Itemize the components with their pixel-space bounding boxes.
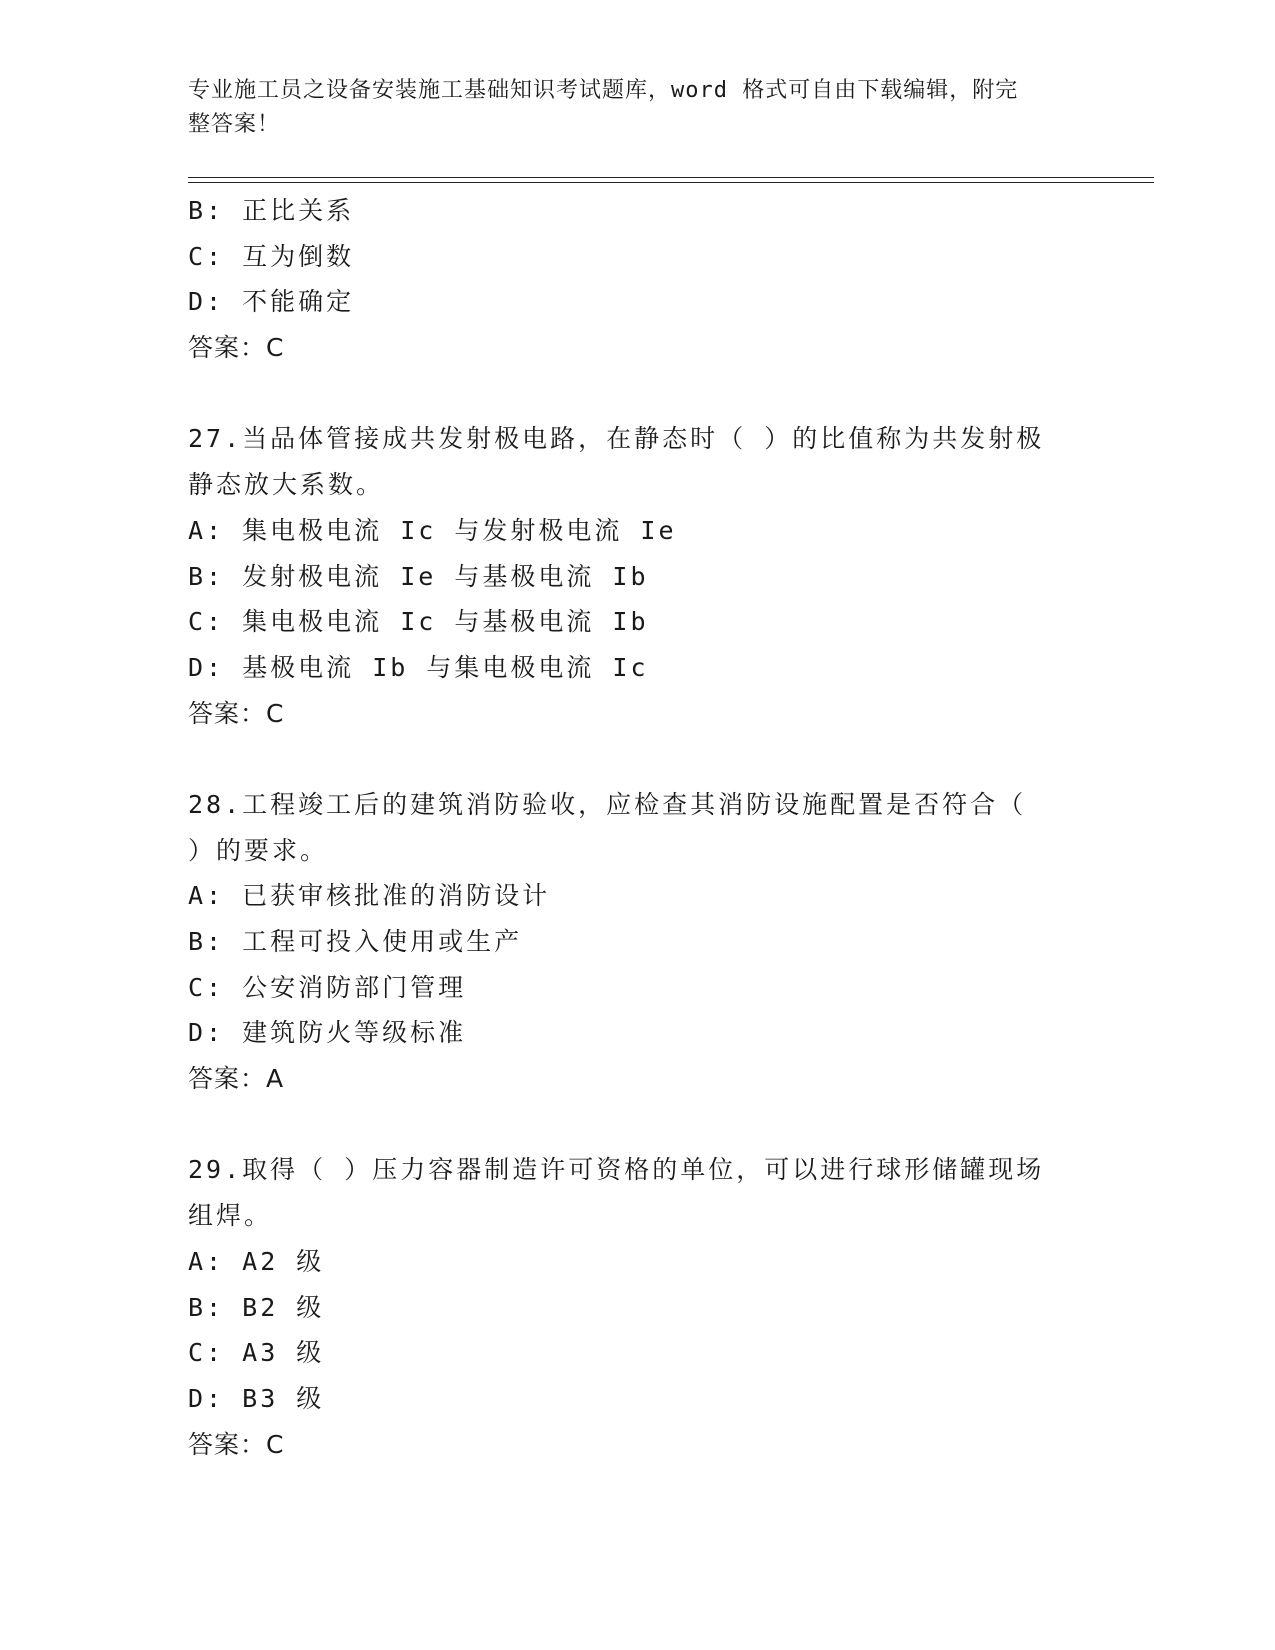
option-b: B: 发射极电流 Ie 与基极电流 Ib — [188, 561, 649, 591]
header-line-2: 整答案！ — [188, 112, 281, 137]
continued-question — [188, 188, 1078, 371]
option-c: C: 公安消防部门管理 — [188, 972, 467, 1002]
question-text: 27.当品体管接成共发射极电路，在静态时（ ）的比值称为共发射极 — [188, 424, 1045, 454]
option-a: A: A2 级 — [188, 1246, 325, 1276]
answer-line: 答案：C — [188, 1429, 285, 1459]
question-28 — [188, 782, 1078, 1102]
answer-line: 答案：C — [188, 333, 285, 363]
question-text: 29.取得（ ）压力容器制造许可资格的单位，可以进行球形储罐现场 — [188, 1155, 1045, 1185]
question-text: ）的要求。 — [188, 835, 329, 865]
header-line-1: 专业施工员之设备安装施工基础知识考试题库，word 格式可自由下载编辑，附完 — [188, 78, 1019, 103]
option-a: A: 集电极电流 Ic 与发射极电流 Ie — [188, 515, 677, 545]
answer-line: 答案：C — [188, 698, 285, 728]
question-text: 28.工程竣工后的建筑消防验收，应检查其消防设施配置是否符合（ — [188, 789, 1027, 819]
header-divider-bottom — [188, 182, 1154, 183]
option-b: B: 正比关系 — [188, 196, 355, 225]
option-d: D: 建筑防火等级标准 — [188, 1018, 467, 1048]
option-a: A: 已获审核批准的消防设计 — [188, 881, 551, 911]
document-body — [188, 188, 1078, 1467]
question-27 — [188, 416, 1078, 736]
document-header — [188, 74, 1068, 142]
spacer — [188, 371, 1078, 417]
option-c: C: 互为倒数 — [188, 241, 355, 271]
option-d: D: 不能确定 — [188, 287, 355, 317]
option-d: D: B3 级 — [188, 1383, 325, 1413]
option-d: D: 基极电流 Ib 与集电极电流 Ic — [188, 652, 649, 682]
question-text: 组焊。 — [188, 1201, 273, 1231]
question-text: 静态放大系数。 — [188, 470, 385, 500]
question-29 — [188, 1147, 1078, 1467]
option-b: B: 工程可投入使用或生产 — [188, 927, 523, 956]
option-c: C: 集电极电流 Ic 与基极电流 Ib — [188, 607, 649, 637]
answer-line: 答案：A — [188, 1064, 285, 1094]
option-c: C: A3 级 — [188, 1338, 325, 1368]
option-b: B: B2 级 — [188, 1292, 325, 1322]
spacer — [188, 736, 1078, 782]
spacer — [188, 1102, 1078, 1148]
header-divider-top — [188, 177, 1154, 178]
